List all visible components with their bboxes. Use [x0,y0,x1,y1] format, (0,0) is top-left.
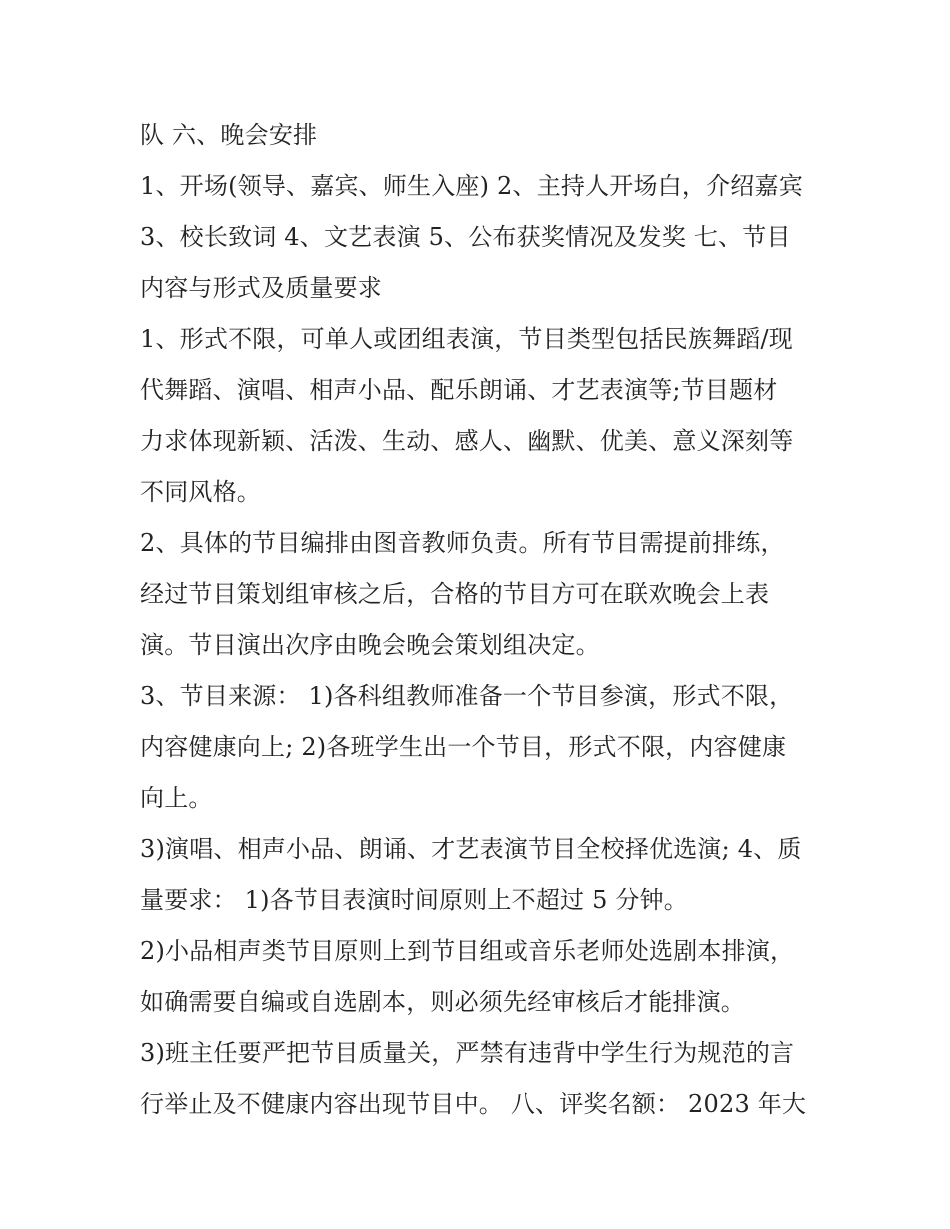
text-line-12: 3、节目来源： 1)各科组教师准备一个节目参演，形式不限， [140,682,794,710]
text-line-8: 不同风格。 [140,478,261,506]
text-line-1: 队 六、晚会安排 [140,121,318,149]
text-line-16: 量要求： 1)各节目表演时间原则上不超过 5 分钟。 [140,886,688,914]
text-line-4: 内容与形式及质量要求 [140,274,382,302]
text-line-5: 1、形式不限，可单人或团组表演，节目类型包括民族舞蹈/现 [140,325,793,353]
text-line-10: 经过节目策划组审核之后，合格的节目方可在联欢晚会上表 [140,580,770,608]
text-line-18: 如确需要自编或自选剧本，则必须先经审核后才能排演。 [140,988,745,1016]
text-line-15: 3)演唱、相声小品、朗诵、才艺表演节目全校择优选演; 4、质 [140,835,802,863]
text-line-6: 代舞蹈、演唱、相声小品、配乐朗诵、才艺表演等;节目题材 [140,376,778,404]
text-line-11: 演。节目演出次序由晚会晚会策划组决定。 [140,631,600,659]
text-line-9: 2、具体的节目编排由图音教师负责。所有节目需提前排练， [140,529,785,557]
text-line-20: 行举止及不健康内容出现节目中。 八、评奖名额： 2023 年大 [140,1090,807,1118]
text-line-7: 力求体现新颖、活泼、生动、感人、幽默、优美、意义深刻等 [140,427,794,455]
text-line-3: 3、校长致词 4、文艺表演 5、公布获奖情况及发奖 七、节目 [140,223,791,251]
text-line-14: 向上。 [140,784,213,812]
text-line-17: 2)小品相声类节目原则上到节目组或音乐老师处选剧本排演， [140,937,795,965]
document-body [140,110,820,1130]
text-line-2: 1、开场(领导、嘉宾、师生入座) 2、主持人开场白，介绍嘉宾 [140,172,803,200]
text-line-13: 内容健康向上; 2)各班学生出一个节目，形式不限，内容健康 [140,733,787,761]
text-line-19: 3)班主任要严把节目质量关，严禁有违背中学生行为规范的言 [140,1039,795,1067]
